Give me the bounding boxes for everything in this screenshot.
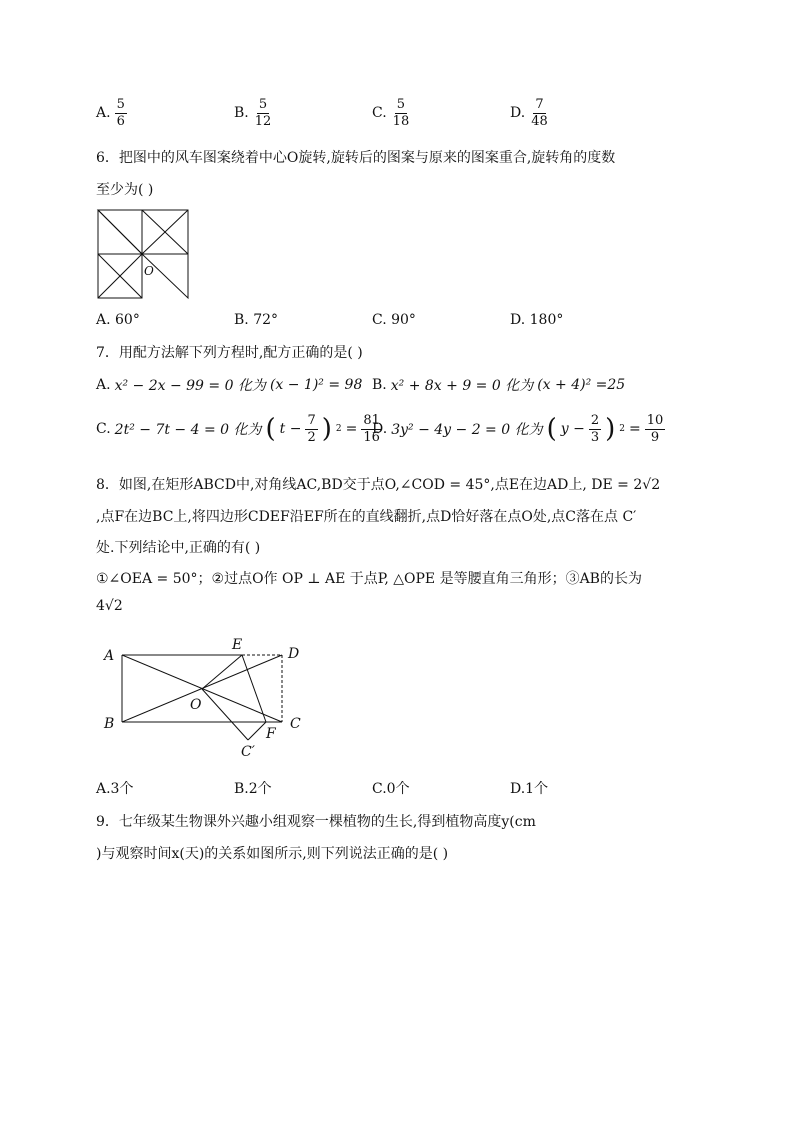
label-c-prime: C′ [241, 744, 255, 760]
q6-option-b: B. 72° [234, 312, 279, 328]
q7-stem: 7．用配方法解下列方程时,配方正确的是( ) [96, 345, 363, 361]
fraction: $\frac{10}{9}$ [646, 413, 664, 445]
label-d: D [288, 646, 300, 662]
q9-line2: )与观察时间x(天)的关系如图所示,则下列说法正确的是( ) [96, 846, 449, 862]
q8-option-d: D.1个 [510, 781, 549, 797]
figure-label-o: O [144, 264, 154, 278]
q6-stem-line2: 至少为( ) [96, 182, 154, 198]
q8-line5: 4√2 [96, 598, 123, 614]
q7-option-b: B. x² + 8x + 9 = 0 化为 (x + 4)² =25 [372, 377, 626, 394]
q9-line1: 9．七年级某生物课外兴趣小组观察一棵植物的生长,得到植物高度y(cm [96, 814, 536, 830]
fraction: $\frac{5}{6}$ [116, 97, 125, 129]
q6-option-d: D. 180° [510, 312, 564, 328]
label-f: F [266, 726, 276, 742]
fraction: $\frac{5}{12}$ [254, 97, 272, 129]
q5-option-a: A. $\frac{5}{6}$ [96, 97, 125, 129]
q8-option-c: C.0个 [372, 781, 410, 797]
label-o: O [190, 697, 202, 713]
label-a: A [104, 648, 115, 664]
q8-line3: 处.下列结论中,正确的有( ) [96, 540, 261, 556]
fraction: $\frac{81}{16}$ [363, 413, 380, 445]
q7-option-d: D. 3y² − 4y − 2 = 0 化为 ( y − $\frac{2}{3}$ ) 2 = $\frac{10}{9}$ [372, 413, 664, 445]
q6-option-a: A. 60° [96, 312, 140, 328]
fraction: $\frac{2}{3}$ [590, 413, 600, 445]
rectangle-fold-figure [96, 630, 326, 762]
q5-option-d: D. $\frac{7}{48}$ [510, 97, 548, 129]
label-c: C [290, 716, 301, 732]
q7-option-c: C. 2t² − 7t − 4 = 0 化为 ( t − $\frac{7}{2}$ ) 2 = $\frac{81}{16}$ [96, 413, 380, 445]
q8-line2: ,点F在边BC上,将四边形CDEF沿EF所在的直线翻折,点D恰好落在点O处,点C落在点 C′ [96, 509, 637, 525]
label-e: E [232, 637, 243, 653]
q8-option-b: B.2个 [234, 781, 272, 797]
fraction: $\frac{7}{2}$ [307, 413, 316, 445]
q8-option-a: A.3个 [96, 781, 134, 797]
fraction: $\frac{7}{48}$ [531, 97, 548, 129]
q6-option-c: C. 90° [372, 312, 416, 328]
fraction: $\frac{5}{18}$ [392, 97, 410, 129]
q5-option-b: B. $\frac{5}{12}$ [234, 97, 272, 129]
q8-line1: 8．如图,在矩形ABCD中,对角线AC,BD交于点O,∠COD = 45°,点E在边AD上, DE = 2√2 [96, 477, 661, 493]
q5-option-c: C. $\frac{5}{18}$ [372, 97, 410, 129]
q7-option-a: A. x² − 2x − 99 = 0 化为 (x − 1)² = 98 [96, 377, 363, 394]
q8-line4: ①∠OEA = 50°；②过点O作 OP ⊥ AE 于点P, △OPE 是等腰直角三角形；③AB的长为 [96, 571, 642, 587]
pinwheel-figure [96, 208, 192, 300]
label-b: B [104, 716, 115, 732]
q6-stem-line1: 6．把图中的风车图案绕着中心O旋转,旋转后的图案与原来的图案重合,旋转角的度数 [96, 150, 616, 166]
